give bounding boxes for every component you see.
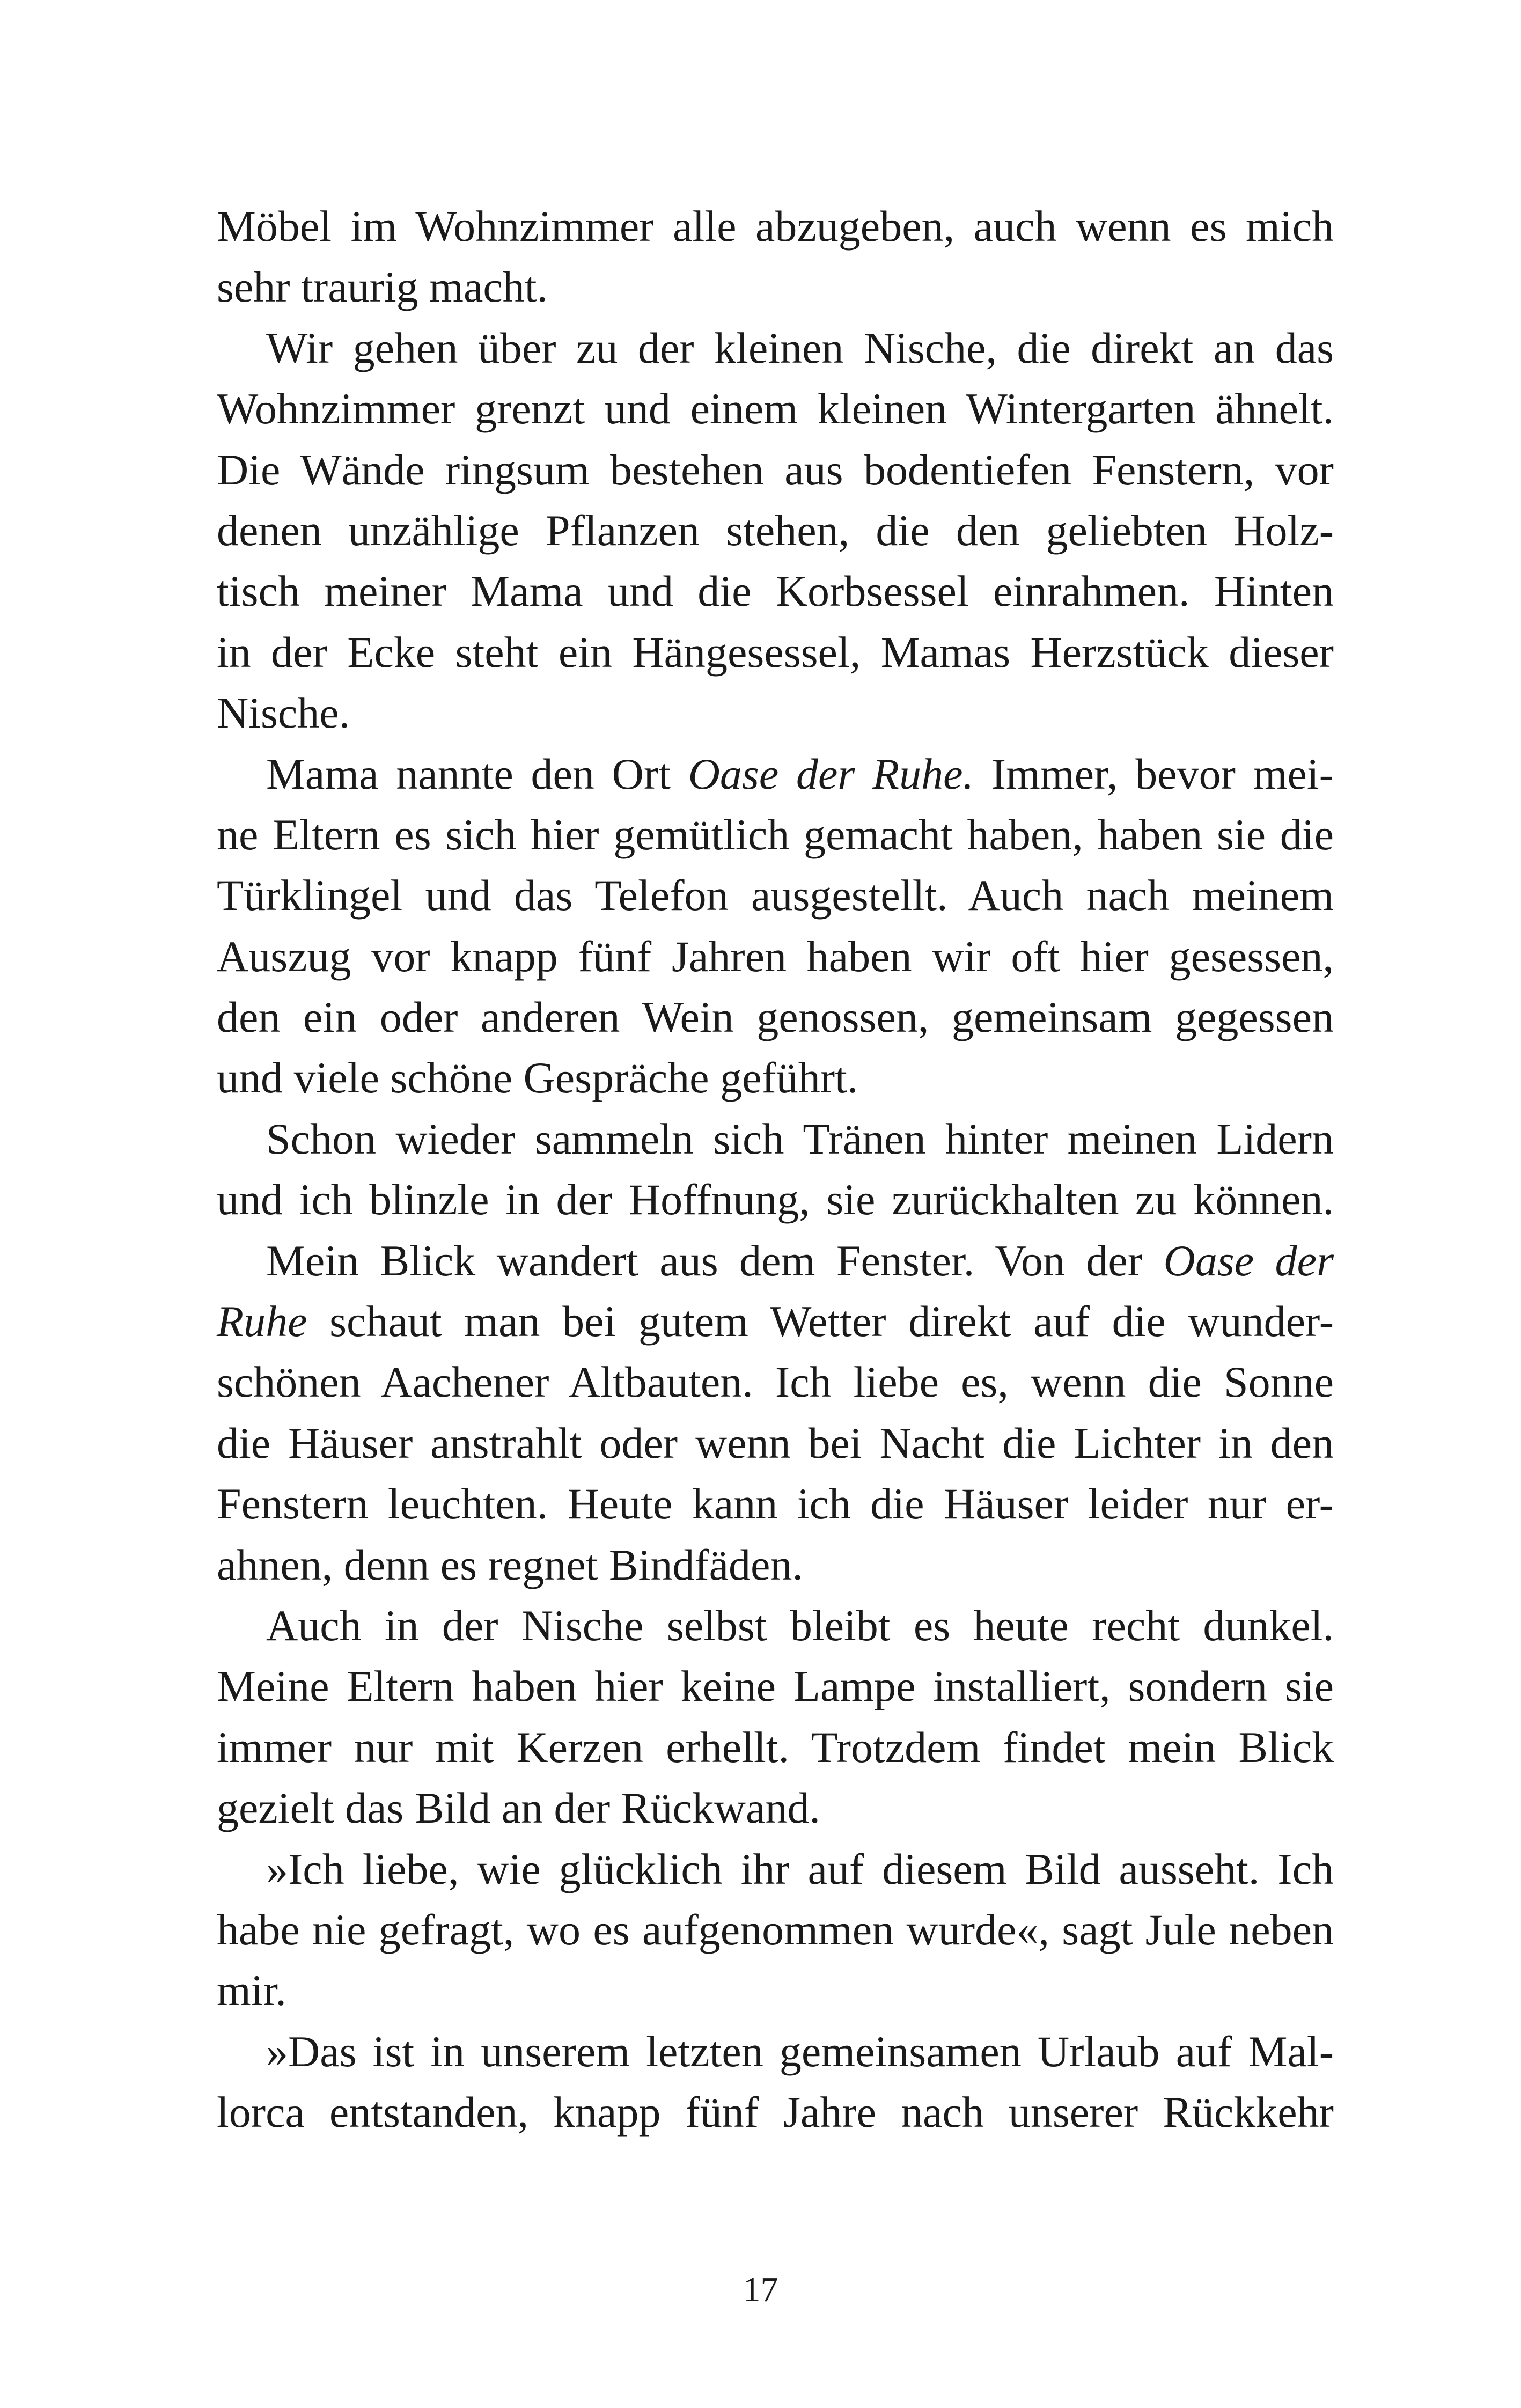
text-line (217, 1413, 1334, 1473)
italic-text: Oase der (1163, 1236, 1334, 1285)
text-run: Die Wände ringsum bestehen aus bodentiefen Fenstern, vor (217, 445, 1334, 494)
text-run: Möbel im Wohnzimmer alle abzugeben, auch wenn es mich (217, 202, 1334, 251)
text-run: sehr traurig macht. (217, 262, 548, 312)
text-run: gezielt das Bild an der Rückwand. (217, 1783, 820, 1833)
text-run: tisch meiner Mama und die Korbsessel einrahmen. Hinten (217, 567, 1334, 616)
text-run: mir. (217, 1966, 286, 2015)
text-line (217, 439, 1334, 500)
text-line (217, 1535, 1334, 1595)
text-line (217, 1473, 1334, 1534)
text-line (217, 987, 1334, 1047)
text-run: schaut man bei gutem Wetter direkt auf die wunder- (307, 1297, 1334, 1346)
italic-text: Ruhe (217, 1297, 307, 1346)
text-line (217, 2082, 1334, 2142)
text-line (217, 318, 1334, 378)
text-line (217, 1778, 1334, 1838)
text-run: lorca entstanden, knapp fünf Jahre nach unserer Rückkehr (217, 2088, 1334, 2137)
text-line (217, 1352, 1334, 1412)
text-run: Schon wieder sammeln sich Tränen hinter meinen Lidern (266, 1114, 1334, 1163)
text-line (217, 1899, 1334, 1960)
text-run: den ein oder anderen Wein genossen, gemeinsam gegessen (217, 993, 1334, 1042)
text-line (217, 378, 1334, 439)
text-line (217, 622, 1334, 682)
text-run: habe nie gefragt, wo es aufgenommen wurde«, sagt Jule neben (217, 1905, 1334, 1954)
text-run: Wir gehen über zu der kleinen Nische, die direkt an das (266, 323, 1334, 372)
text-run: ahnen, denn es regnet Bindfäden. (217, 1540, 803, 1589)
text-line (217, 744, 1334, 804)
text-run: schönen Aachener Altbauten. Ich liebe es, wenn die Sonne (217, 1357, 1334, 1407)
text-line (217, 2021, 1334, 2082)
text-line (217, 1595, 1334, 1656)
text-run: »Ich liebe, wie glücklich ihr auf diesem Bild ausseht. Ich (266, 1844, 1334, 1893)
text-line (217, 1656, 1334, 1716)
text-line (217, 500, 1334, 561)
text-run: Mama nannte den Ort (266, 749, 688, 798)
text-run: Fenstern leuchten. Heute kann ich die Häuser leider nur er- (217, 1479, 1334, 1529)
text-line (217, 1047, 1334, 1108)
text-run: denen unzählige Pflanzen stehen, die den geliebten Holz- (217, 505, 1334, 555)
text-line (217, 1291, 1334, 1352)
text-run: immer nur mit Kerzen erhellt. Trotzdem findet mein Blick (217, 1722, 1334, 1772)
text-line (217, 865, 1334, 926)
text-run: und ich blinzle in der Hoffnung, sie zurückhalten zu können. (217, 1175, 1334, 1224)
text-run: Auch in der Nische selbst bleibt es heute recht dunkel. (266, 1601, 1334, 1650)
page-number: 17 (743, 2270, 778, 2309)
text-run: Auszug vor knapp fünf Jahren haben wir oft hier gesessen, (217, 931, 1334, 981)
text-line (217, 196, 1334, 256)
text-run: Meine Eltern haben hier keine Lampe installiert, sondern sie (217, 1662, 1334, 1711)
text-run: Mein Blick wandert aus dem Fenster. Von der (266, 1236, 1164, 1285)
text-run: die Häuser anstrahlt oder wenn bei Nacht die Lichter in den (217, 1418, 1334, 1467)
text-line (217, 1230, 1334, 1291)
text-run: und viele schöne Gespräche geführt. (217, 1053, 858, 1103)
text-line (217, 1169, 1334, 1230)
text-line (217, 1717, 1334, 1778)
text-run: Nische. (217, 688, 350, 738)
text-line (217, 682, 1334, 743)
text-run: in der Ecke steht ein Hängesessel, Mamas Herzstück dieser (217, 627, 1334, 677)
text-run: Türklingel und das Telefon ausgestellt. Auch nach meinem (217, 871, 1334, 920)
italic-text: Oase der Ruhe. (688, 749, 974, 798)
body-text (217, 196, 1334, 2143)
text-line (217, 1960, 1334, 2021)
text-run: »Das ist in unserem letzten gemeinsamen Urlaub auf Mal- (266, 2027, 1334, 2076)
text-run: Immer, bevor mei- (974, 749, 1334, 798)
text-run: ne Eltern es sich hier gemütlich gemacht haben, haben sie die (217, 810, 1334, 859)
text-line (217, 1108, 1334, 1169)
text-run: Wohnzimmer grenzt und einem kleinen Wintergarten ähnelt. (217, 384, 1334, 434)
text-line (217, 1839, 1334, 1899)
text-line (217, 561, 1334, 621)
text-line (217, 926, 1334, 987)
text-line (217, 804, 1334, 865)
text-line (217, 256, 1334, 317)
